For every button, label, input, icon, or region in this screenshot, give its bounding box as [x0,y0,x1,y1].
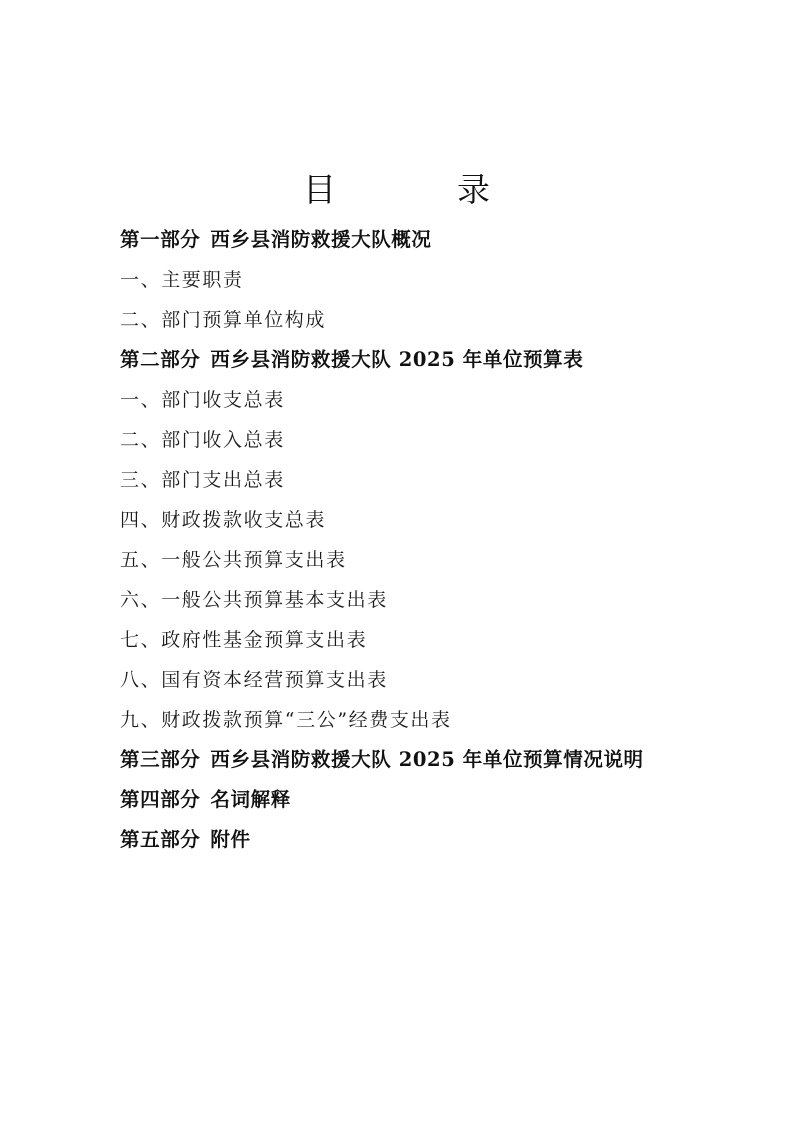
part-title: 西乡县消防救援大队 2025 年单位预算表 [210,348,584,371]
part-title: 附件 [210,828,251,851]
toc-title: 目 录 [303,170,534,210]
part-title: 名词解释 [210,788,291,811]
toc-item: 一、主要职责 [120,269,244,291]
part-title: 西乡县消防救援大队概况 [210,228,432,251]
part-prefix: 第三部分 [120,748,201,771]
toc-item: 二、部门收入总表 [120,429,285,451]
toc-item: 八、国有资本经营预算支出表 [120,669,388,691]
toc-item: 二、部门预算单位构成 [120,309,327,331]
toc-item: 九、财政拨款预算“三公”经费支出表 [120,709,452,731]
part-prefix: 第四部分 [120,788,201,811]
toc-item: 一、部门收支总表 [120,389,285,411]
toc-item: 三、部门支出总表 [120,469,285,491]
toc-part-4 [120,780,760,820]
toc-item: 六、一般公共预算基本支出表 [120,589,388,611]
part-prefix: 第五部分 [120,828,201,851]
toc-part-2 [120,340,760,380]
toc-item: 五、一般公共预算支出表 [120,549,347,571]
toc-part-3 [120,740,760,780]
part-title: 西乡县消防救援大队 2025 年单位预算情况说明 [210,748,644,771]
part-prefix: 第二部分 [120,348,201,371]
toc-part-5 [120,820,760,860]
toc-item: 四、财政拨款收支总表 [120,509,327,531]
table-of-contents [120,220,760,860]
part-prefix: 第一部分 [120,228,201,251]
toc-part-1 [120,220,760,260]
toc-item: 七、政府性基金预算支出表 [120,629,368,651]
